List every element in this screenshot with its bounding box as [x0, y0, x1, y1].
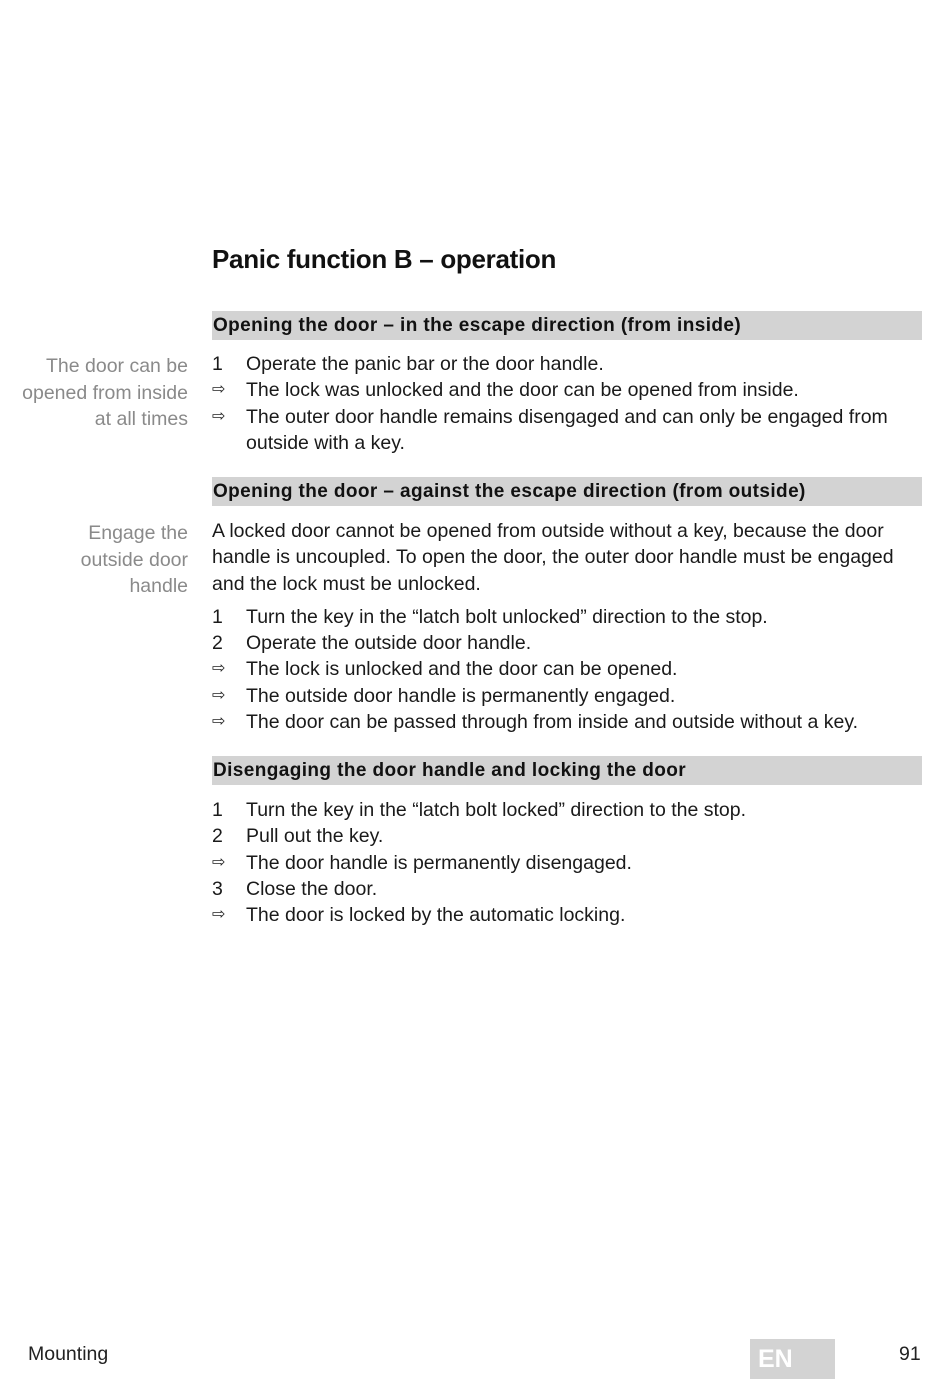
list-item: 2 Pull out the key. — [212, 823, 912, 849]
list-item: ⇨ The outer door handle remains disengaged and can only be engaged from outside with a key. — [212, 405, 888, 454]
result-arrow-icon: ⇨ — [212, 660, 226, 678]
list-item: 1 Turn the key in the “latch bolt unlocked” direction to the stop. — [212, 604, 912, 630]
step-number: 1 — [212, 799, 223, 821]
result-arrow-icon: ⇨ — [212, 686, 226, 704]
footer-section-name: Mounting — [28, 1343, 109, 1365]
margin-note-engage-handle: Engage the outside door handle — [80, 522, 188, 597]
list-item: ⇨ The door is locked by the automatic locking. — [212, 902, 912, 928]
list-item: 3 Close the door. — [212, 876, 912, 902]
page-title: Panic function B – operation — [212, 244, 557, 274]
step-number: 2 — [212, 632, 223, 655]
step-list — [212, 351, 912, 456]
section-paragraph: A locked door cannot be opened from outside without a key, because the door handle is uncoupled. To open the door, the outer door handle must be engaged and the lock must be unlocked. — [212, 520, 894, 595]
language-tab: EN — [750, 1339, 835, 1379]
margin-note-inside-at-all-times: The door can be opened from inside at all times — [22, 355, 188, 430]
step-number: 1 — [212, 605, 223, 628]
section-body-disengaging — [212, 797, 912, 928]
step-list — [212, 797, 912, 928]
section-body-against-escape — [212, 518, 912, 735]
list-item: ⇨ The door handle is permanently disengaged. — [212, 850, 912, 876]
result-arrow-icon: ⇨ — [212, 407, 226, 425]
list-item: ⇨ The door can be passed through from inside and outside without a key. — [212, 709, 912, 735]
section-heading-disengaging: Disengaging the door handle and locking the door — [212, 756, 922, 785]
list-item: 2 Operate the outside door handle. — [212, 630, 912, 656]
step-number: 1 — [212, 353, 223, 375]
section-heading-escape-inside: Opening the door – in the escape direction (from inside) — [212, 311, 922, 340]
step-list — [212, 604, 912, 735]
result-arrow-icon: ⇨ — [212, 381, 226, 399]
page-number: 91 — [899, 1343, 921, 1365]
step-number: 2 — [212, 825, 223, 848]
list-item: 1 Turn the key in the “latch bolt locked” direction to the stop. — [212, 797, 912, 823]
step-number: 3 — [212, 877, 223, 900]
result-arrow-icon: ⇨ — [212, 853, 226, 871]
section-body-escape-inside — [212, 351, 912, 456]
result-arrow-icon: ⇨ — [212, 906, 226, 924]
section-heading-against-escape: Opening the door – against the escape direction (from outside) — [212, 477, 922, 506]
list-item: ⇨ The lock is unlocked and the door can be opened. — [212, 656, 912, 682]
list-item: ⇨ The outside door handle is permanently engaged. — [212, 683, 912, 709]
list-item: 1 Operate the panic bar or the door handle. — [212, 351, 912, 377]
result-arrow-icon: ⇨ — [212, 713, 226, 731]
list-item: ⇨ The lock was unlocked and the door can be opened from inside. — [212, 377, 912, 403]
